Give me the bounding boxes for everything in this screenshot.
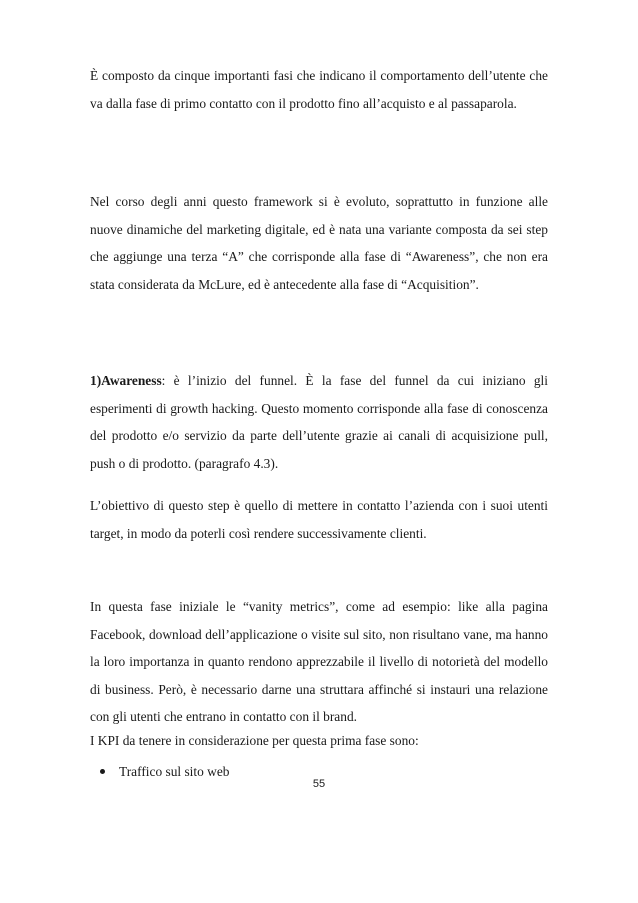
page-number: 55 <box>312 778 326 790</box>
paragraph-objective <box>90 492 548 547</box>
paragraph-kpi-intro <box>90 727 548 755</box>
bullet-text: Traffico sul sito web <box>119 764 230 779</box>
paragraph-text: : è l’inizio del funnel. È la fase del funnel da cui iniziano gli esperimenti di growth hacking. Questo momento corrisponde alla fase di conoscenza del prodotto e/o servizio da parte dell’utente grazie ai canali di acquisizione pull, push o di prodotto. (paragrafo 4.3). <box>90 373 548 471</box>
paragraph-intro <box>90 62 548 117</box>
bullet-icon <box>100 769 105 774</box>
paragraph-text: L’obiettivo di questo step è quello di mettere in contatto l’azienda con i suoi utenti target, in modo da poterli così rendere successivamente clienti. <box>90 498 548 541</box>
paragraph-vanity-metrics <box>90 593 548 731</box>
paragraph-framework-evolution <box>90 188 548 298</box>
paragraph-text: I KPI da tenere in considerazione per questa prima fase sono: <box>90 733 419 748</box>
paragraph-text: Nel corso degli anni questo framework si è evoluto, soprattutto in funzione alle nuove dinamiche del marketing digitale, ed è nata una variante composta da sei step che aggiunge una terza “A” che corrisponde alla fase di “Awareness”, che non era stata considerata da McLure, ed è antecedente alla fase di “Acquisition”. <box>90 194 548 292</box>
paragraph-text: In questa fase iniziale le “vanity metrics”, come ad esempio: like alla pagina Facebook, download dell’applicazione o visite sul sito, non risultano vane, ma hanno la loro importanza in quanto rendono apprezzabile il livello di notorietà del modello di business. Però, è necessario darne una struttara affinché si instauri una relazione con gli utenti che entrano in contatto con il brand. <box>90 599 548 724</box>
paragraph-awareness <box>90 367 548 477</box>
awareness-heading: 1)Awareness <box>90 373 162 388</box>
paragraph-text: È composto da cinque importanti fasi che indicano il comportamento dell’utente che va dalla fase di primo contatto con il prodotto fino all’acquisto e al passaparola. <box>90 68 548 111</box>
